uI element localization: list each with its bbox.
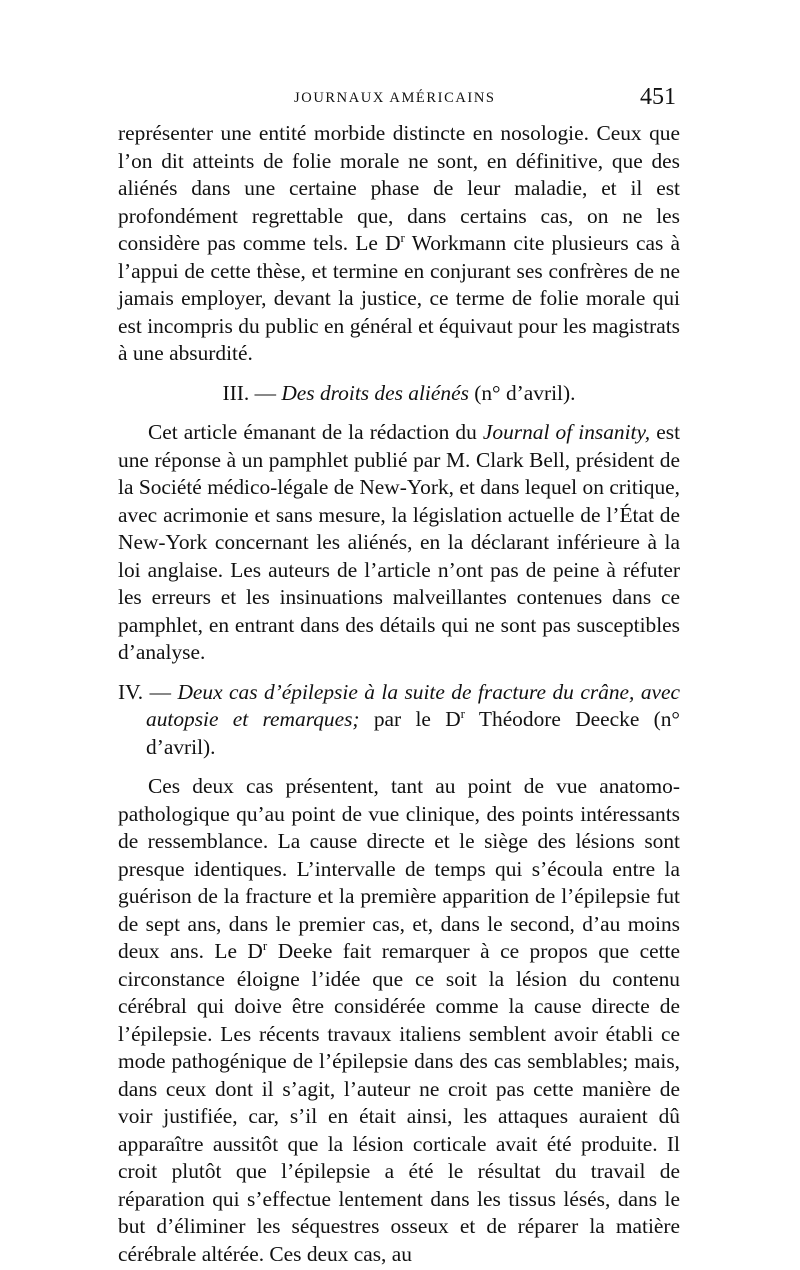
running-header <box>118 84 680 120</box>
section-reference: (n° d’avril). <box>468 380 576 405</box>
paragraph-text: représenter une entité morbide distincte en nosologie. Ceux que l’on dit atteints de folie morale ne sont, en définitive, que des aliénés dans une certaine phase de leur maladie, et il est profondément regrettable que, dans certains cas, on ne les considère pas comme tels. Le D <box>118 121 680 255</box>
paragraph-text: Workmann cite plusieurs cas à l’appui de cette thèse, et termine en conjurant ses confrères de ne jamais employer, devant la justice, ce terme de folie morale qui est incompris du public en général et équivaut pour les magistrats à une absurdité. <box>118 231 680 365</box>
book-page <box>118 84 681 1268</box>
paragraph-text: est une réponse à un pamphlet publié par M. Clark Bell, président de la Société médico-légale de New-York, et dans lequel on critique, avec acrimonie et sans mesure, la législation actuelle de l’État de New-York concernant les aliénés, en la déclarant inférieure à la loi anglaise. Les auteurs de l’article n’ont pas de peine à réfuter les erreurs et les insinuations malveillantes contenues dans ce pamphlet, en entrant dans des détails qui ne sont pas susceptibles d’analyse. <box>118 420 681 664</box>
paragraph-text: Cet article émanant de la rédaction du <box>148 420 483 444</box>
section-title: Des droits des aliénés <box>281 380 469 405</box>
section-number: IV. — <box>118 679 178 704</box>
superscript-r: r <box>460 705 466 721</box>
paragraph-text: Ces deux cas présentent, tant au point de vue anatomo-pathologique qu’au point de vue clinique, des points intéressants de ressemblance. La cause directe et le siège des lésions sont presque identiques. L’intervalle de temps qui s’écoula entre la guérison de la fracture et la première apparition de l’épilepsie fut de sept ans, dans le premier cas, et, dans le second, d’au moins deux ans. Le D <box>118 774 680 963</box>
superscript-r: r <box>400 229 405 245</box>
section-author: Théodore Deecke (n° d’avril). <box>146 707 680 759</box>
running-title: JOURNAUX AMÉRICAINS <box>294 90 496 106</box>
paragraph-folie-morale <box>118 120 680 368</box>
section-number: III. — <box>222 380 282 405</box>
section-title: Deux cas d’épilepsie à la suite de fracture du crâne, avec autopsie et remarques; <box>146 679 680 731</box>
paragraph-droits-alienes <box>118 419 680 667</box>
paragraph-epilepsie <box>118 773 680 1268</box>
paragraph-text: Deeke fait remarquer à ce propos que cette circonstance éloigne l’idée que ce soit la lésion du contenu cérébral qui doive être considérée comme la cause directe de l’épilepsie. Les récents travaux italiens semblent avoir établi ce mode pathogénique de l’épilepsie dans des cas semblables; mais, dans ceux dont il s’agit, l’auteur ne croit pas cette manière de voir justifiée, car, s’il en était ainsi, les attaques auraient dû apparaître aussitôt que la lésion corticale avait été produite. Il croit plutôt que l’épilepsie a été le résultat du travail de réparation qui s’effectue lentement dans les tissus lésés, dans le but d’éliminer les séquestres osseux et de réparer la matière cérébrale altérée. Ces deux cas, au <box>118 939 680 1266</box>
section-heading-iv <box>118 679 680 762</box>
superscript-r: r <box>262 937 268 953</box>
section-heading-iii <box>118 380 680 408</box>
page-number: 451 <box>640 84 676 110</box>
section-byline: par le D <box>359 707 461 731</box>
journal-title: Journal of insanity, <box>482 420 651 444</box>
